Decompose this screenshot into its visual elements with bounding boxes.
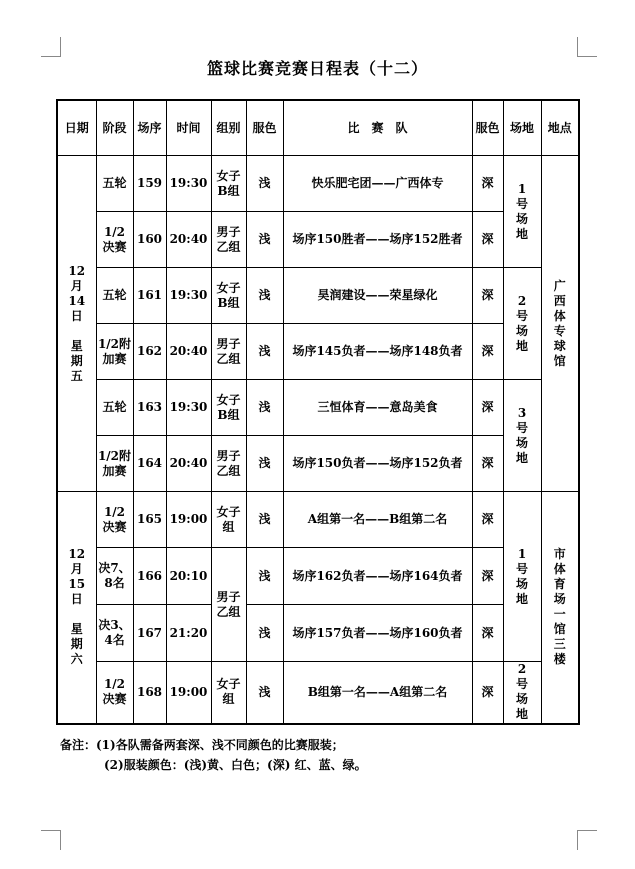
time-cell: 20:10 xyxy=(166,548,211,605)
teams-cell: A组第一名——B组第二名 xyxy=(283,492,472,548)
stage-cell: 1/2 决赛 xyxy=(96,662,133,724)
table-row xyxy=(57,492,579,548)
time-cell: 19:00 xyxy=(166,662,211,724)
seq-cell: 167 xyxy=(133,605,166,662)
color2-cell: 深 xyxy=(472,212,503,268)
page-title: 篮球比赛竞赛日程表（十二） xyxy=(206,59,428,78)
venue-cell: 2 号 场 地 xyxy=(503,662,541,724)
header-time: 时间 xyxy=(166,100,211,156)
teams-cell: 场序150胜者——场序152胜者 xyxy=(283,212,472,268)
group-cell: 女子 B组 xyxy=(211,156,246,212)
time-cell: 19:00 xyxy=(166,492,211,548)
seq-cell: 165 xyxy=(133,492,166,548)
group-cell: 男子 乙组 xyxy=(211,324,246,380)
group-cell: 男子 乙组 xyxy=(211,212,246,268)
table-row xyxy=(57,436,579,492)
seq-cell: 159 xyxy=(133,156,166,212)
seq-cell: 164 xyxy=(133,436,166,492)
date-cell: 12 月 14 日 星 期 五 xyxy=(57,156,96,492)
color2-cell: 深 xyxy=(472,268,503,324)
time-cell: 20:40 xyxy=(166,212,211,268)
header-row xyxy=(57,100,579,156)
date-cell: 12 月 15 日 星 期 六 xyxy=(57,492,96,724)
venue-cell: 3 号 场 地 xyxy=(503,380,541,492)
venue-cell: 2 号 场 地 xyxy=(503,268,541,380)
crop-mark-top-left xyxy=(41,37,61,57)
teams-cell: 场序150负者——场序152负者 xyxy=(283,436,472,492)
color2-cell: 深 xyxy=(472,156,503,212)
color1-cell: 浅 xyxy=(246,268,283,324)
teams-cell: 快乐肥宅团——广西体专 xyxy=(283,156,472,212)
header-seq: 场序 xyxy=(133,100,166,156)
teams-cell: 三恒体育——意岛美食 xyxy=(283,380,472,436)
venue-cell: 1 号 场 地 xyxy=(503,492,541,662)
color1-cell: 浅 xyxy=(246,492,283,548)
crop-mark-top-right xyxy=(577,37,597,57)
crop-mark-bottom-left xyxy=(41,830,61,850)
time-cell: 19:30 xyxy=(166,268,211,324)
time-cell: 19:30 xyxy=(166,380,211,436)
color2-cell: 深 xyxy=(472,436,503,492)
seq-cell: 166 xyxy=(133,548,166,605)
teams-cell: B组第一名——A组第二名 xyxy=(283,662,472,724)
color2-cell: 深 xyxy=(472,380,503,436)
group-cell: 女子 组 xyxy=(211,662,246,724)
location-cell: 广 西 体 专 球 馆 xyxy=(541,156,579,492)
table-row xyxy=(57,605,579,662)
color1-cell: 浅 xyxy=(246,212,283,268)
venue-cell: 1 号 场 地 xyxy=(503,156,541,268)
seq-cell: 163 xyxy=(133,380,166,436)
teams-cell: 场序162负者——场序164负者 xyxy=(283,548,472,605)
note-line-1: 备注：(1)各队需备两套深、浅不同颜色的比赛服装； xyxy=(60,738,344,752)
group-cell: 男子 乙组 xyxy=(211,436,246,492)
time-cell: 20:40 xyxy=(166,324,211,380)
color1-cell: 浅 xyxy=(246,436,283,492)
color2-cell: 深 xyxy=(472,662,503,724)
note-line-2: (2)服装颜色：(浅)黄、白色；(深) 红、蓝、绿。 xyxy=(104,758,367,772)
table-row xyxy=(57,380,579,436)
seq-cell: 162 xyxy=(133,324,166,380)
seq-cell: 168 xyxy=(133,662,166,724)
seq-cell: 161 xyxy=(133,268,166,324)
group-cell: 女子 组 xyxy=(211,492,246,548)
table-row xyxy=(57,662,579,724)
schedule-table xyxy=(56,99,580,725)
time-cell: 21:20 xyxy=(166,605,211,662)
header-group: 组别 xyxy=(211,100,246,156)
group-cell: 男子 乙组 xyxy=(211,548,246,662)
crop-mark-bottom-right xyxy=(577,830,597,850)
table-row xyxy=(57,268,579,324)
color2-cell: 深 xyxy=(472,324,503,380)
teams-cell: 昊润建设——荣星绿化 xyxy=(283,268,472,324)
table-row xyxy=(57,156,579,212)
stage-cell: 五轮 xyxy=(96,268,133,324)
header-venue: 场地 xyxy=(503,100,541,156)
stage-cell: 决7、 8名 xyxy=(96,548,133,605)
stage-cell: 五轮 xyxy=(96,156,133,212)
color2-cell: 深 xyxy=(472,605,503,662)
teams-cell: 场序157负者——场序160负者 xyxy=(283,605,472,662)
header-teams: 比 赛 队 xyxy=(283,100,472,156)
time-cell: 20:40 xyxy=(166,436,211,492)
seq-cell: 160 xyxy=(133,212,166,268)
table-row xyxy=(57,212,579,268)
teams-cell: 场序145负者——场序148负者 xyxy=(283,324,472,380)
table-row xyxy=(57,548,579,605)
table-row xyxy=(57,324,579,380)
location-cell: 市 体 育 场 一 馆 三 楼 xyxy=(541,492,579,724)
color2-cell: 深 xyxy=(472,548,503,605)
color1-cell: 浅 xyxy=(246,156,283,212)
stage-cell: 五轮 xyxy=(96,380,133,436)
color1-cell: 浅 xyxy=(246,605,283,662)
stage-cell: 1/2 决赛 xyxy=(96,212,133,268)
stage-cell: 决3、 4名 xyxy=(96,605,133,662)
color2-cell: 深 xyxy=(472,492,503,548)
stage-cell: 1/2 决赛 xyxy=(96,492,133,548)
color1-cell: 浅 xyxy=(246,662,283,724)
color1-cell: 浅 xyxy=(246,548,283,605)
color1-cell: 浅 xyxy=(246,380,283,436)
color1-cell: 浅 xyxy=(246,324,283,380)
header-date: 日期 xyxy=(57,100,96,156)
group-cell: 女子 B组 xyxy=(211,268,246,324)
group-cell: 女子 B组 xyxy=(211,380,246,436)
header-color2: 服色 xyxy=(472,100,503,156)
stage-cell: 1/2附 加赛 xyxy=(96,324,133,380)
stage-cell: 1/2附 加赛 xyxy=(96,436,133,492)
header-color1: 服色 xyxy=(246,100,283,156)
time-cell: 19:30 xyxy=(166,156,211,212)
header-location: 地点 xyxy=(541,100,579,156)
header-stage: 阶段 xyxy=(96,100,133,156)
